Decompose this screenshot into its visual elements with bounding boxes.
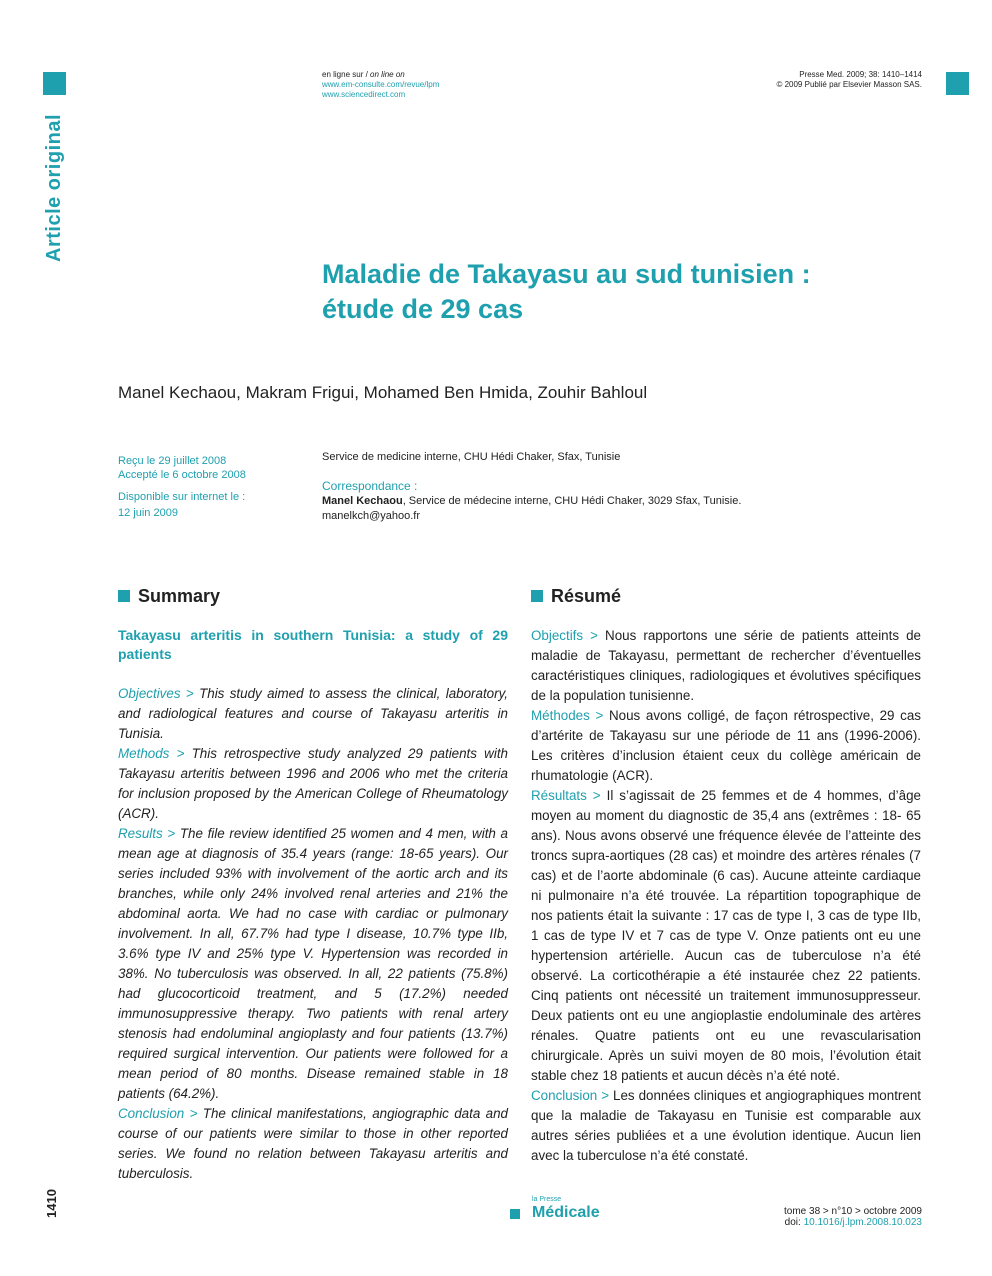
correspondence-address-text: , Service de médecine interne, CHU Hédi Chaker, 3029 Sfax, Tunisie. (402, 495, 742, 507)
resume-heading (531, 584, 921, 608)
abstract-paragraph (531, 706, 921, 786)
received-date: Reçu le 29 juillet 2008 (118, 455, 227, 467)
correspondence-name: Manel Kechaou (322, 495, 403, 507)
section-text: This study aimed to assess the clinical, laboratory, and radiological features and course of Takayasu arteritis in Tunisia. (118, 686, 508, 741)
resume-body (531, 626, 921, 1166)
accepted-date: Accepté le 6 octobre 2008 (118, 469, 246, 481)
affiliation: Service de medicine interne, CHU Hédi Chaker, Sfax, Tunisie (322, 451, 621, 463)
section-label: Conclusion > (531, 1088, 610, 1103)
publication-dates (118, 454, 288, 520)
abstract-paragraph (118, 1104, 508, 1184)
available-date: 12 juin 2009 (118, 507, 178, 519)
correspondence-label: Correspondance : (322, 479, 418, 493)
section-label: Results > (118, 826, 176, 841)
section-text: Nous avons colligé, de façon rétrospective, 29 cas d’artérite de Takayasu sur une période de 11 ans (1996-2006). Les critères d’inclusion étaient ceux du collège américain de rhumatologie (ACR). (531, 708, 921, 783)
title-line-1: Maladie de Takayasu au sud tunisien : (322, 259, 811, 289)
summary-title: Takayasu arteritis in southern Tunisia: a study of 29 patients (118, 627, 508, 662)
section-text: The file review identified 25 women and 4 men, with a mean age at diagnosis of 35.4 years (range: 18-65 years). Our series included 93% with involvement of the aortic arch and its branches, while only 24% involved renal arteries and 21% the abdominal aorta. We had no case with cardiac or pulmonary involvement. In all, 67.7% had type I disease, 10.7% type IIb, 3.6% type IV and 25% type V. Hypertension was recorded in 38%. No tuberculosis was observed. In all, 22 patients (75.8%) had glucocorticoid treatment, and 5 (17.2%) needed immunosuppressive therapy. Two patients with renal artery stenosis had endoluminal angioplasty and four patients (13.7%) required surgical intervention. Our patients were followed for a mean period of 80 months. Disease remained stable in 18 patients (64.2%). (118, 826, 508, 1101)
journal-citation: Presse Med. 2009; 38: 1410–1414 (799, 70, 922, 79)
abstract-paragraph (118, 744, 508, 824)
journal-copyright: © 2009 Publié par Elsevier Masson SAS. (776, 80, 922, 89)
summary-heading (118, 584, 508, 608)
abstract-paragraph (531, 626, 921, 706)
article-type-label: Article original (43, 113, 65, 262)
online-label-en: on line on (370, 70, 405, 79)
section-label: Objectives > (118, 686, 194, 701)
online-availability (322, 70, 439, 100)
section-label: Methods > (118, 746, 185, 761)
doi-line (784, 1217, 922, 1228)
journal-logo (510, 1196, 600, 1222)
online-label-fr: en ligne sur / (322, 70, 368, 79)
correspondence-address (322, 494, 922, 509)
resume-column (531, 584, 921, 1166)
abstract-paragraph (118, 684, 508, 744)
logo-square-icon (510, 1209, 520, 1219)
page-number: 1410 (44, 1189, 59, 1218)
abstract-paragraph (531, 1086, 921, 1166)
footer-reference (784, 1206, 922, 1228)
section-text: Il s’agissait de 25 femmes et de 4 hommes, d’âge moyen au moment du diagnostic de 35,4 ans (extrêmes : 18- 65 ans). Nous avons observé une fréquence élevée de l’atteinte des troncs supra-aortiques (28 cas) et moindre des artères rénales (7 cas) et de l’aorte abdominale (6 cas). Aucune atteinte cardiaque ni pulmonaire n’a été trouvée. La répartition topographique de nos patients était la suivante : 17 cas de type I, 3 cas de type IIb, 1 cas de type IV et 7 cas de type V. Onze patients ont eu une hypertension artérielle. Aucun cas de tuberculose n’a été observé. La corticothérapie a été instaurée chez 22 patients. Cinq patients ont nécessité un traitement immunosuppresseur. Deux patients ont eu une angioplastie endoluminale des artères rénales. Quatre patients ont eu une revascularisation chirurgicale. Après un suivi moyen de 80 mois, l’évolution était stable chez 18 patients et aucun décès n’a été noté. (531, 788, 921, 1083)
journal-url-link[interactable]: www.em-consulte.com/revue/lpm (322, 80, 440, 89)
corner-square-right (946, 72, 969, 95)
summary-column (118, 584, 508, 1184)
doi-link[interactable]: 10.1016/j.lpm.2008.10.023 (803, 1217, 922, 1228)
abstract-paragraph (118, 824, 508, 1104)
abstract-paragraph (531, 786, 921, 1086)
section-text: Nous rapportons une série de patients atteints de maladie de Takayasu, permettant de rechercher d’éventuelles caractéristiques cliniques, radiologiques et évolutives spécifiques de la population tunisienne. (531, 628, 921, 703)
section-label: Objectifs > (531, 628, 598, 643)
logo-main-text: Médicale (532, 1204, 600, 1221)
journal-reference (776, 70, 922, 90)
summary-body (118, 684, 508, 1184)
affiliation-block (322, 450, 922, 524)
summary-heading-text: Summary (138, 585, 221, 606)
available-label: Disponible sur internet le : (118, 491, 246, 503)
section-text: The clinical manifestations, angiographic data and course of our patients were similar to those in other reported series. We found no relation between Takayasu arteritis and tuberculosis. (118, 1106, 508, 1181)
title-line-2: étude de 29 cas (322, 294, 524, 324)
correspondence-email[interactable]: manelkch@yahoo.fr (322, 510, 420, 522)
heading-square-icon (531, 590, 543, 602)
doi-label: doi: (784, 1217, 804, 1228)
section-label: Conclusion > (118, 1106, 198, 1121)
heading-square-icon (118, 590, 130, 602)
section-text: This retrospective study analyzed 29 patients with Takayasu arteritis between 1996 and 2006 who met the criteria for inclusion proposed by the American College of Rheumatology (ACR). (118, 746, 508, 821)
issue-info: tome 38 > n°10 > octobre 2009 (784, 1206, 922, 1217)
logo-small-text: la Presse (532, 1196, 562, 1203)
section-text: Les données cliniques et angiographiques montrent que la maladie de Takayasu en Tunisie est comparable aux autres séries publiées et a une évolution identique. Aucun lien avec la tuberculose n’a été constaté. (531, 1088, 921, 1163)
section-label: Résultats > (531, 788, 601, 803)
sciencedirect-link[interactable]: www.sciencedirect.com (322, 90, 406, 99)
section-label: Méthodes > (531, 708, 604, 723)
resume-heading-text: Résumé (551, 585, 622, 606)
article-title (322, 257, 922, 327)
author-list: Manel Kechaou, Makram Frigui, Mohamed Ben Hmida, Zouhir Bahloul (118, 383, 648, 402)
